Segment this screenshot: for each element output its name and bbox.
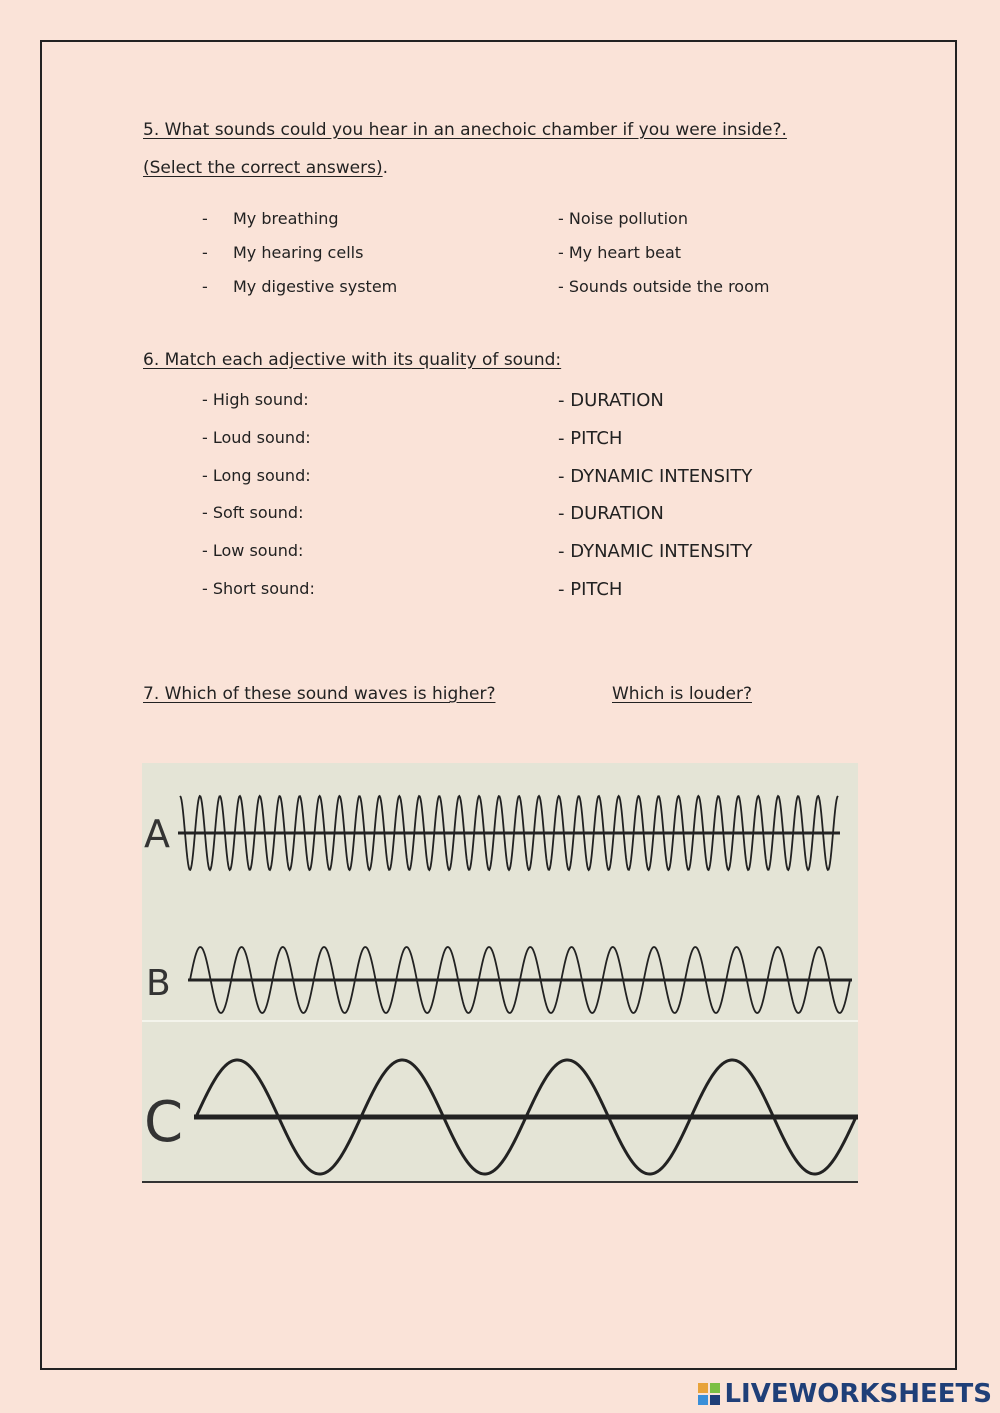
adjective-short-sound[interactable]: - Short sound: xyxy=(202,579,315,598)
quality-pitch-1[interactable]: - PITCH xyxy=(558,428,623,449)
logo-mark-icon xyxy=(698,1383,720,1405)
question-7-higher: 7. Which of these sound waves is higher? xyxy=(143,684,496,704)
sound-waves-figure xyxy=(142,763,858,1183)
question-7-louder: Which is louder? xyxy=(612,684,752,704)
option-my-breathing[interactable]: My breathing xyxy=(233,209,339,228)
wave-label-a: A xyxy=(144,812,170,856)
bullet-dash: - xyxy=(202,243,208,262)
question-5-instruction xyxy=(143,158,388,178)
adjective-low-sound[interactable]: - Low sound: xyxy=(202,541,304,560)
instruction-text: (Select the correct answers) xyxy=(143,158,383,178)
wave-label-c: C xyxy=(144,1090,184,1155)
option-my-digestive-system[interactable]: My digestive system xyxy=(233,277,398,296)
instruction-tail: . xyxy=(382,158,389,178)
wave-label-b: B xyxy=(146,963,171,1004)
question-6-title: 6. Match each adjective with its quality of sound: xyxy=(143,350,562,370)
liveworksheets-logo xyxy=(698,1379,992,1409)
bullet-dash: - xyxy=(202,277,208,296)
option-my-hearing-cells[interactable]: My hearing cells xyxy=(233,243,364,262)
quality-pitch-2[interactable]: - PITCH xyxy=(558,579,623,600)
adjective-long-sound[interactable]: - Long sound: xyxy=(202,466,311,485)
option-noise-pollution[interactable]: - Noise pollution xyxy=(558,209,688,228)
bullet-dash: - xyxy=(202,209,208,228)
option-sounds-outside-room[interactable]: - Sounds outside the room xyxy=(558,277,770,296)
adjective-loud-sound[interactable]: - Loud sound: xyxy=(202,428,311,447)
logo-text: LIVEWORKSHEETS xyxy=(724,1379,992,1409)
quality-dynamic-intensity-1[interactable]: - DYNAMIC INTENSITY xyxy=(558,466,753,487)
quality-duration-1[interactable]: - DURATION xyxy=(558,390,664,411)
adjective-high-sound[interactable]: - High sound: xyxy=(202,390,309,409)
option-my-heart-beat[interactable]: - My heart beat xyxy=(558,243,682,262)
quality-dynamic-intensity-2[interactable]: - DYNAMIC INTENSITY xyxy=(558,541,753,562)
waves-background xyxy=(142,763,858,1183)
quality-duration-2[interactable]: - DURATION xyxy=(558,503,664,524)
question-5-title: 5. What sounds could you hear in an anechoic chamber if you were inside?. xyxy=(143,120,787,140)
adjective-soft-sound[interactable]: - Soft sound: xyxy=(202,503,304,522)
